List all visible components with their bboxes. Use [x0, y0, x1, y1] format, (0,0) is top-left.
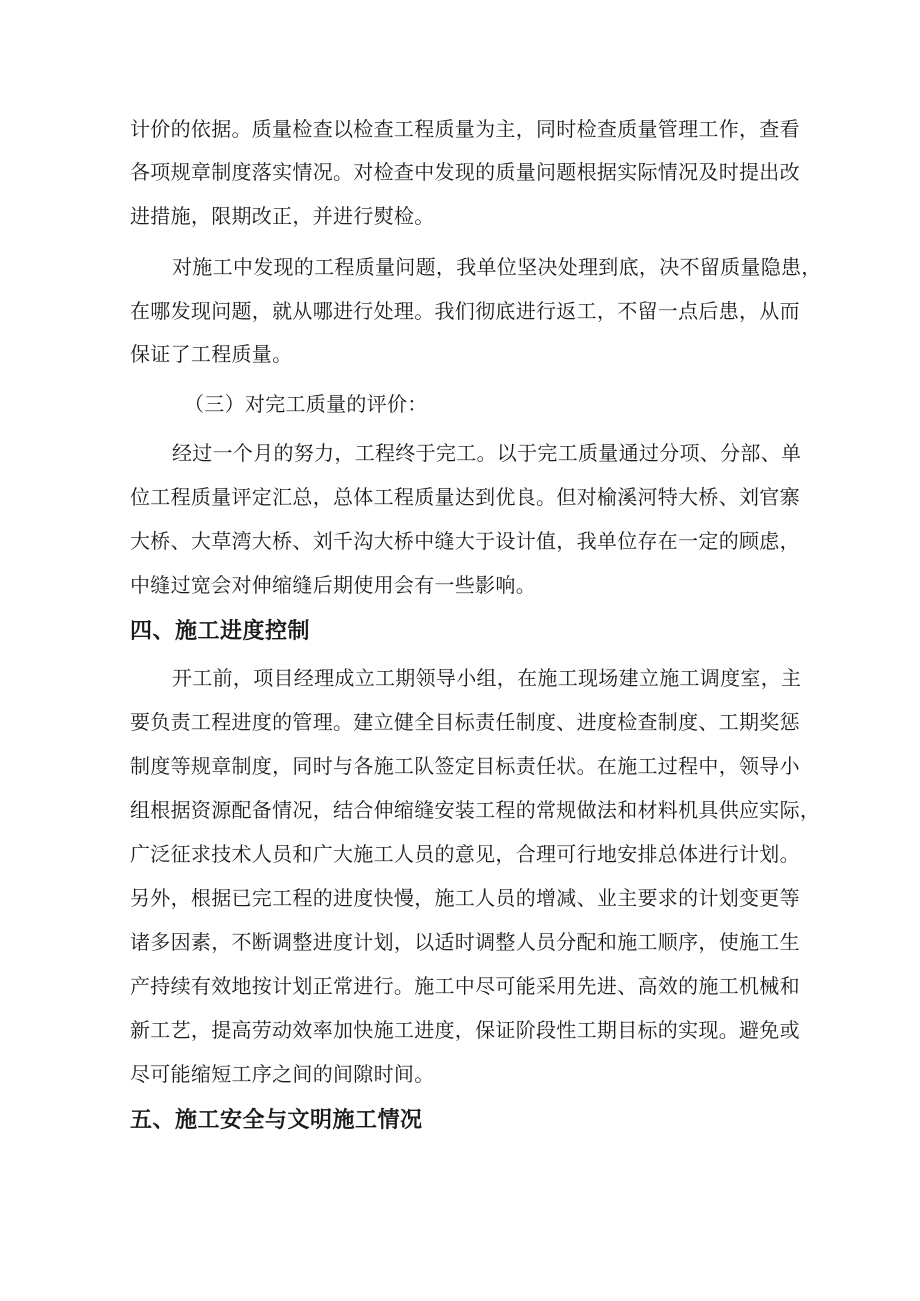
p2-line-3: 保证了工程质量。 — [130, 342, 293, 366]
p4-line-8: 产持续有效地按计划正常进行。施工中尽可能采用先进、高效的施工机械和 — [130, 974, 800, 998]
subheading-3: （三）对完工质量的评价： — [184, 392, 428, 416]
p4-line-7: 诸多因素，不断调整进度计划，以适时调整人员分配和施工顺序，使施工生 — [130, 930, 800, 954]
p4-line-2: 要负责工程进度的管理。建立健全目标责任制度、进度检查制度、工期奖惩 — [130, 710, 800, 734]
p4-line-4: 组根据资源配备情况，结合伸缩缝安装工程的常规做法和材料机具供应实际， — [130, 798, 821, 822]
p2-line-2: 在哪发现问题，就从哪进行处理。我们彻底进行返工，不留一点后患，从而 — [130, 299, 800, 323]
p1-line-2: 各项规章制度落实情况。对检查中发现的质量问题根据实际情况及时提出改 — [130, 160, 800, 184]
section-heading-4: 四、施工进度控制 — [130, 619, 311, 644]
p1-line-1: 计价的依据。质量检查以检查工程质量为主，同时检查质量管理工作，查看 — [130, 117, 800, 141]
p3-line-3: 大桥、大草湾大桥、刘千沟大桥中缝大于设计值，我单位存在一定的顾虑， — [130, 529, 800, 553]
p3-line-4: 中缝过宽会对伸缩缝后期使用会有一些影响。 — [130, 573, 536, 597]
p2-line-1: 对施工中发现的工程质量问题，我单位坚决处理到底，决不留质量隐患， — [172, 255, 822, 279]
p4-line-9: 新工艺，提高劳动效率加快施工进度，保证阶段性工期目标的实现。避免或 — [130, 1018, 800, 1042]
p4-line-3: 制度等规章制度，同时与各施工队签定目标责任状。在施工过程中，领导小 — [130, 754, 800, 778]
p3-line-2: 位工程质量评定汇总，总体工程质量达到优良。但对榆溪河特大桥、刘官寨 — [130, 485, 800, 509]
p4-line-1: 开工前，项目经理成立工期领导小组，在施工现场建立施工调度室，主 — [172, 666, 802, 690]
p1-line-3: 进措施，限期改正，并进行熨检。 — [130, 204, 435, 228]
p3-line-1: 经过一个月的努力，工程终于完工。以于完工质量通过分项、分部、单 — [172, 441, 802, 465]
p4-line-5: 广泛征求技术人员和广大施工人员的意见，合理可行地安排总体进行计划。 — [130, 842, 800, 866]
p4-line-6: 另外，根据已完工程的进度快慢，施工人员的增减、业主要求的计划变更等 — [130, 886, 800, 910]
section-heading-5: 五、施工安全与文明施工情况 — [130, 1108, 423, 1133]
p4-line-10: 尽可能缩短工序之间的间隙时间。 — [130, 1062, 435, 1086]
